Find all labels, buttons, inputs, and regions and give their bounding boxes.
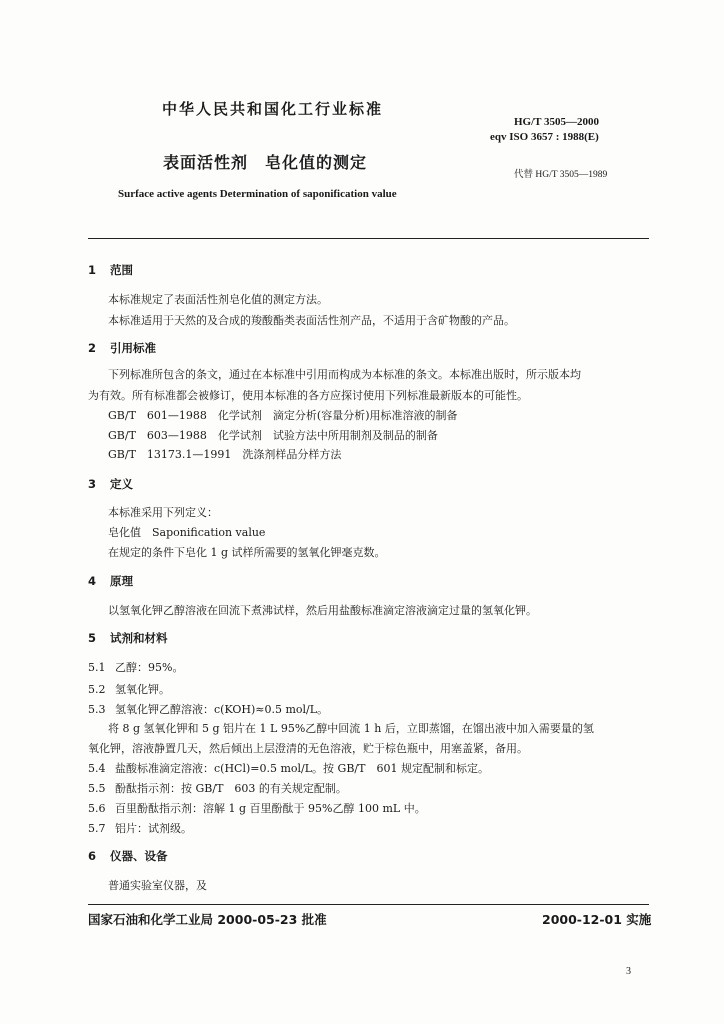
clause-item: 5.1 乙醇：95%。 (88, 661, 184, 674)
paragraph: 本标准采用下列定义： (108, 506, 218, 519)
english-title: Surface active agents Determination of saponification value (118, 188, 397, 200)
paragraph: 本标准适用于天然的及合成的羧酸酯类表面活性剂产品，不适用于含矿物酸的产品。 (108, 314, 515, 327)
section-heading: 5 试剂和材料 (88, 631, 168, 645)
standard-code: HG/T 3505—2000 (514, 116, 600, 128)
reference-item: GB/T 603—1988 化学试剂 试验方法中所用制剂及制品的制备 (108, 429, 438, 442)
clause-item: 5.6 百里酚酞指示剂：溶解 1 g 百里酚酞于 95%乙醇 100 mL 中。 (88, 802, 426, 815)
clause-item: 5.2 氢氧化钾。 (88, 683, 170, 696)
section-heading: 6 仪器、设备 (88, 849, 168, 863)
header-divider (88, 238, 649, 239)
page-number: 3 (626, 966, 631, 977)
standard-category: 中华人民共和国化工行业标准 (162, 100, 384, 118)
footer-divider (88, 904, 649, 905)
paragraph: 以氢氧化钾乙醇溶液在回流下煮沸试样，然后用盐酸标准滴定溶液滴定过量的氢氧化钾。 (108, 604, 537, 617)
section-heading: 2 引用标准 (88, 341, 156, 355)
clause-item: 5.3 氢氧化钾乙醇溶液：c(KOH)≈0.5 mol/L。 (88, 703, 329, 716)
document-title: 表面活性剂 皂化值的测定 (163, 153, 368, 172)
clause-item: 5.4 盐酸标准滴定溶液：c(HCl)=0.5 mol/L。按 GB/T 601 规定配制和标定。 (88, 762, 489, 775)
paragraph: 本标准规定了表面活性剂皂化值的测定方法。 (108, 293, 328, 306)
approval-line: 国家石油和化学工业局 2000-05-23 批准 (88, 912, 327, 927)
section-heading: 4 原理 (88, 574, 133, 588)
section-heading: 1 范围 (88, 263, 133, 277)
paragraph: 将 8 g 氢氧化钾和 5 g 铝片在 1 L 95%乙醇中回流 1 h 后，立即蒸馏，在馏出液中加入需要量的氢 (108, 722, 594, 735)
paragraph: 氧化钾，溶液静置几天，然后倾出上层澄清的无色溶液，贮于棕色瓶中，用塞盖紧，备用。 (88, 742, 528, 755)
paragraph: 为有效。所有标准都会被修订，使用本标准的各方应探讨使用下列标准最新版本的可能性。 (88, 389, 528, 402)
paragraph: 下列标准所包含的条文，通过在本标准中引用而构成为本标准的条文。本标准出版时，所示版本均 (108, 368, 581, 381)
effective-date: 2000-12-01 实施 (542, 912, 652, 927)
reference-item: GB/T 13173.1—1991 洗涤剂样品分样方法 (108, 448, 342, 461)
replaces-code: 代替 HG/T 3505—1989 (514, 170, 608, 180)
clause-item: 5.7 铝片：试剂级。 (88, 822, 192, 835)
definition-term: 皂化值 Saponification value (108, 526, 266, 539)
paragraph: 普通实验室仪器，及 (108, 879, 207, 892)
clause-item: 5.5 酚酞指示剂：按 GB/T 603 的有关规定配制。 (88, 782, 347, 795)
equivalence-code: eqv ISO 3657 : 1988(E) (490, 131, 599, 143)
paragraph: 在规定的条件下皂化 1 g 试样所需要的氢氧化钾毫克数。 (108, 546, 386, 559)
reference-item: GB/T 601—1988 化学试剂 滴定分析(容量分析)用标准溶液的制备 (108, 409, 458, 422)
section-heading: 3 定义 (88, 477, 133, 491)
